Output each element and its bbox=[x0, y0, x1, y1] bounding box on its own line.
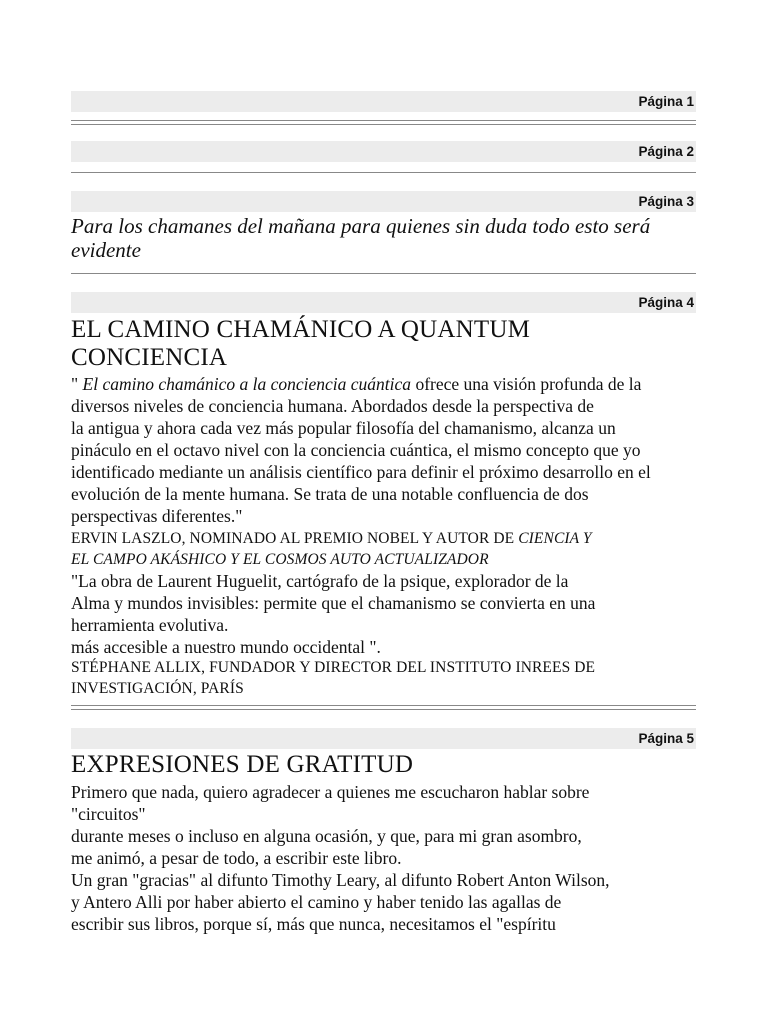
section-title: EXPRESIONES DE GRATITUD bbox=[71, 751, 414, 778]
attribution-line: STÉPHANE ALLIX, FUNDADOR Y DIRECTOR DEL INSTITUTO INREES DE bbox=[71, 659, 596, 676]
quote-line: pináculo en el octavo nivel con la conciencia cuántica, el mismo concepto que yo bbox=[71, 440, 641, 460]
page-number: Página 2 bbox=[638, 144, 694, 159]
text-line: Primero que nada, quiero agradecer a quienes me escucharon hablar sobre bbox=[71, 782, 590, 802]
text-line: durante meses o incluso en alguna ocasión, y que, para mi gran asombro, bbox=[71, 826, 582, 846]
text-line: "circuitos" bbox=[71, 804, 146, 824]
page-divider bbox=[71, 120, 696, 125]
quote-text: ofrece una visión profunda de la bbox=[411, 374, 642, 394]
book-title: CIENCIA Y bbox=[518, 530, 592, 547]
page-number-bar bbox=[71, 191, 696, 212]
text-line: Un gran "gracias" al difunto Timothy Leary, al difunto Robert Anton Wilson, bbox=[71, 870, 610, 890]
dedication-line: Para los chamanes del mañana para quienes sin duda todo esto será bbox=[71, 214, 651, 238]
attribution-text: ERVIN LASZLO, NOMINADO AL PREMIO NOBEL Y AUTOR DE bbox=[71, 530, 519, 547]
page-number-bar bbox=[71, 91, 696, 112]
quote-line: Alma y mundos invisibles: permite que el chamanismo se convierta en una bbox=[71, 593, 596, 613]
page-number: Página 4 bbox=[638, 295, 694, 310]
text-line: y Antero Alli por haber abierto el camino y haber tenido las agallas de bbox=[71, 892, 562, 912]
dedication-line: evidente bbox=[71, 238, 141, 262]
chapter-title bbox=[71, 316, 701, 372]
quote-line: la antigua y ahora cada vez más popular filosofía del chamanismo, alcanza un bbox=[71, 418, 616, 438]
page-number: Página 1 bbox=[638, 94, 694, 109]
quote-line: herramienta evolutiva. bbox=[71, 615, 229, 635]
quote-mark: " bbox=[71, 374, 83, 394]
attribution-line bbox=[71, 549, 701, 570]
text-line: me animó, a pesar de todo, a escribir este libro. bbox=[71, 848, 402, 868]
quote-line: identificado mediante un análisis científico para definir el próximo desarrollo en el bbox=[71, 462, 651, 482]
quote-line: perspectivas diferentes." bbox=[71, 506, 243, 526]
book-title: EL CAMPO AKÁSHICO Y EL COSMOS AUTO ACTUALIZADOR bbox=[71, 551, 489, 568]
quote-line: "La obra de Laurent Huguelit, cartógrafo de la psique, explorador de la bbox=[71, 571, 569, 591]
quote-line bbox=[71, 373, 701, 395]
page-number-bar bbox=[71, 728, 696, 749]
attribution-line: INVESTIGACIÓN, PARÍS bbox=[71, 680, 244, 697]
page-divider bbox=[71, 705, 696, 710]
page-divider bbox=[71, 273, 696, 274]
quote-line: evolución de la mente humana. Se trata de una notable confluencia de dos bbox=[71, 484, 589, 504]
acknowledgements-text bbox=[71, 781, 701, 935]
chapter-title-line: CONCIENCIA bbox=[71, 344, 228, 371]
page-number: Página 3 bbox=[638, 194, 694, 209]
review-quote-allix bbox=[71, 570, 701, 658]
page-number: Página 5 bbox=[638, 731, 694, 746]
book-title: El camino chamánico a la conciencia cuántica bbox=[82, 374, 412, 394]
chapter-title-line: EL CAMINO CHAMÁNICO A QUANTUM bbox=[71, 316, 531, 343]
quote-line: más accesible a nuestro mundo occidental ". bbox=[71, 637, 381, 657]
attribution-allix bbox=[71, 657, 701, 699]
text-line: escribir sus libros, porque sí, más que nunca, necesitamos el "espíritu bbox=[71, 914, 556, 934]
quote-line: diversos niveles de conciencia humana. Abordados desde la perspectiva de bbox=[71, 396, 594, 416]
attribution-laszlo bbox=[71, 528, 701, 570]
page-number-bar bbox=[71, 292, 696, 313]
attribution-line bbox=[71, 528, 701, 549]
page-divider bbox=[71, 172, 696, 173]
review-quote-laszlo bbox=[71, 373, 701, 527]
dedication bbox=[71, 214, 701, 262]
page-number-bar bbox=[71, 141, 696, 162]
